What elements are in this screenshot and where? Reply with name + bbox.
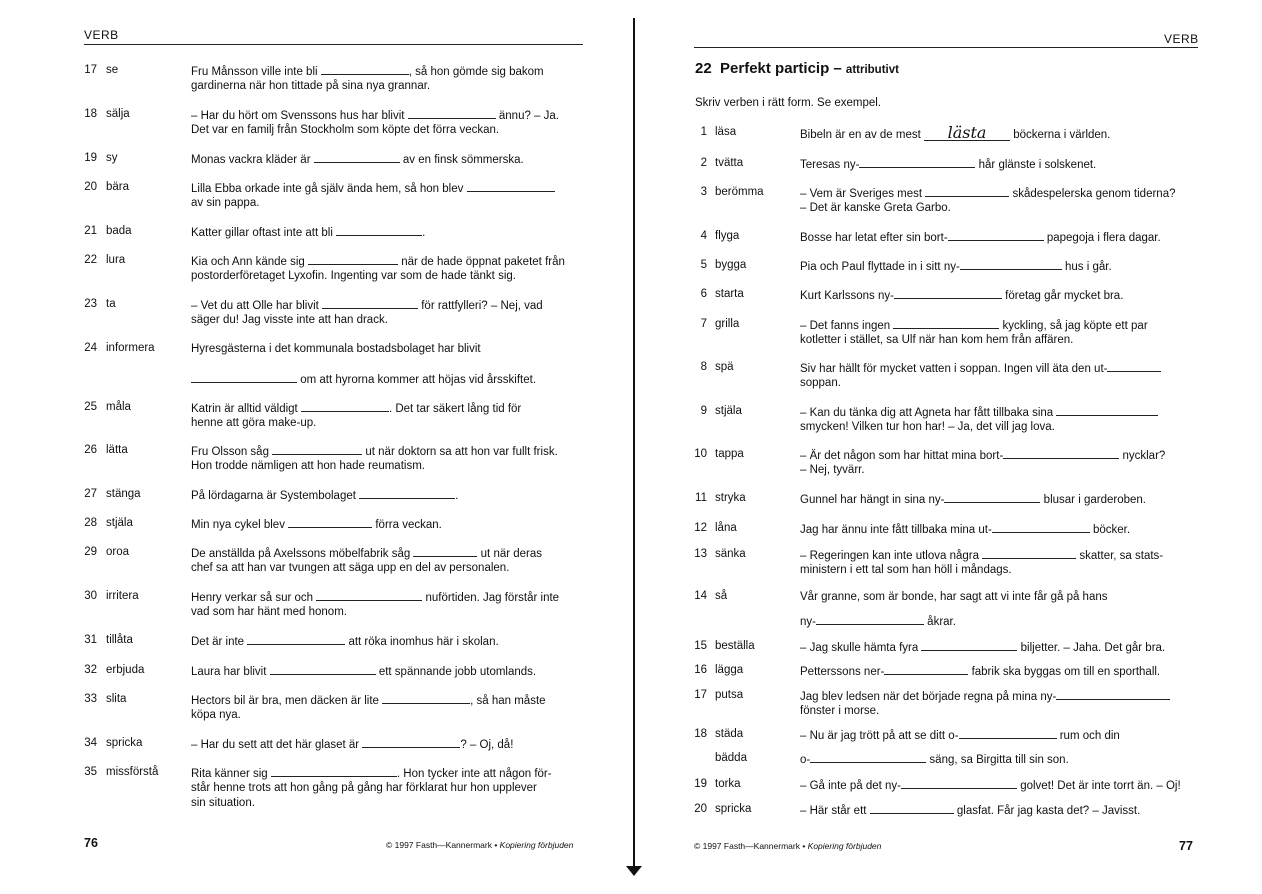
left-footer [386,840,573,850]
sentence-text: Hon trodde nämligen att hon hade reumatism. [191,460,425,472]
item-number: 5 [700,259,707,271]
item-sentence [191,796,255,811]
item-sentence [191,664,536,680]
item-sentence [191,196,259,211]
answer-blank[interactable] [925,186,1009,197]
left-page-header: VERB [84,28,119,42]
sentence-text: blusar i garderoben. [1040,494,1146,506]
item-sentence [800,803,1140,819]
item-sentence [800,157,1096,173]
answer-blank[interactable] [408,108,496,119]
item-number: 22 [84,254,97,266]
answer-blank[interactable] [359,488,455,499]
item-sentence [800,548,1163,564]
item-sentence [191,225,425,241]
item-sentence [800,640,1165,656]
answer-blank[interactable] [322,298,418,309]
sentence-text: köpa nya. [191,709,241,721]
answer-blank[interactable] [816,614,924,625]
sentence-text: Katrin är alltid väldigt [191,403,301,415]
sentence-text: De anställda på Axelssons möbelfabrik såg [191,548,414,560]
sentence-text: nuförtiden. Jag förstår inte [422,592,560,604]
item-verb: lätta [106,444,128,456]
item-number: 33 [84,693,97,705]
item-sentence [191,590,559,606]
sentence-text: Min nya cykel blev [191,519,289,531]
item-verb: spä [715,361,734,373]
sentence-text: chef sa att han var tvungen att säga upp en del av personalen. [191,562,510,574]
item-verb: stjäla [106,517,133,529]
item-verb: bädda [715,752,747,764]
left-footer-copyright: © 1997 Fasth—Kannermark • [386,840,500,850]
item-number: 18 [694,728,707,740]
item-number: 30 [84,590,97,602]
item-verb: beställa [715,640,755,652]
sentence-text: rum och din [1056,730,1120,742]
book-spine [633,18,635,868]
item-number: 3 [700,186,707,198]
sentence-text: förra veckan. [372,519,442,531]
sentence-text: – Kan du tänka dig att Agneta har fått tillbaka sina [800,407,1057,419]
right-footer-copyright: © 1997 Fasth—Kannermark • [694,841,808,851]
item-verb: oroa [106,546,130,558]
sentence-text: Siv har hällt för mycket vatten i soppan. Ingen vill äta den ut- [800,363,1108,375]
item-sentence [191,693,546,709]
sentence-text: . [422,227,426,239]
sentence-text: , så hon gömde sig bakom [408,66,544,78]
sentence-text: hår glänste i solskenet. [975,159,1097,171]
item-number: 19 [694,778,707,790]
item-number: 20 [694,803,707,815]
sentence-text: böckerna i världen. [1010,129,1111,141]
item-number: 20 [84,181,97,193]
item-number: 17 [84,64,97,76]
book-spine-foot [626,866,642,876]
item-verb: tappa [715,448,744,460]
sentence-text: . Det tar säkert lång tid för [388,403,522,415]
item-verb: torka [715,778,741,790]
item-sentence [191,372,536,388]
item-verb: bära [106,181,130,193]
item-verb: låna [715,522,737,534]
sentence-text: – Vem är Sveriges mest [800,188,926,200]
item-sentence [191,634,499,650]
item-number: 7 [700,318,707,330]
item-verb: se [106,64,119,76]
item-verb: stryka [715,492,746,504]
item-sentence [191,517,442,533]
sentence-text: . Hon tycker inte att någon för- [396,768,552,780]
item-number: 9 [700,405,707,417]
left-footer-note: Kopiering förbjuden [499,840,574,850]
item-sentence [800,361,1161,377]
sentence-text: – Jag skulle hämta fyra [800,642,922,654]
answer-blank[interactable] [308,254,398,265]
item-verb: så [715,590,728,602]
right-page-number: 77 [1179,839,1193,853]
answer-blank[interactable] [1107,361,1161,372]
sentence-text: Petterssons ner- [800,666,885,678]
sentence-text: säger du! Jag visste inte att han drack. [191,314,388,326]
item-number: 11 [695,492,707,504]
sentence-text: På lördagarna är Systembolaget [191,490,360,502]
item-verb: spricka [106,737,143,749]
answer-blank[interactable] [321,64,409,75]
item-number: 4 [700,230,707,242]
item-sentence [800,614,956,630]
sentence-text: av sin pappa. [191,197,260,209]
sentence-text: när de hade öppnat paketet från [398,256,565,268]
answer-blank[interactable] [810,752,926,763]
item-sentence [800,420,1055,435]
item-sentence [191,108,559,124]
sentence-text: – Gå inte på det ny- [800,780,902,792]
answer-blank[interactable] [944,492,1040,503]
item-sentence [800,259,1112,275]
item-verb: starta [715,288,744,300]
answer-blank[interactable] [1003,448,1119,459]
sentence-text: Vår granne, som är bonde, har sagt att vi inte får gå på hans [800,591,1108,603]
sentence-text: smycken! Vilken tur hon har! – Ja, det vill jag lova. [800,421,1055,433]
item-sentence [800,492,1146,508]
item-sentence [800,230,1161,246]
item-sentence [800,728,1120,744]
example-answer-handwritten: lästa [924,126,1010,141]
answer-blank[interactable] [859,157,975,168]
sentence-text: – Har du hört om Svenssons hus har blivit [191,110,408,122]
sentence-text: Kurt Karlssons ny- [800,290,894,302]
answer-blank[interactable] [901,778,1017,789]
answer-blank[interactable] [884,664,968,675]
item-sentence [800,186,1176,202]
left-header-rule [84,44,583,45]
answer-blank[interactable] [959,728,1057,739]
item-sentence [191,781,537,796]
answer-blank[interactable] [191,372,297,383]
right-header-rule [694,47,1198,48]
item-verb: irritera [106,590,139,602]
answer-blank[interactable] [316,590,422,601]
sentence-text: , så han måste [470,695,546,707]
item-number: 6 [700,288,707,300]
sentence-text: – Är det någon som har hittat mina bort- [800,450,1004,462]
item-sentence [191,64,544,80]
sentence-text: – Här står ett [800,805,870,817]
sentence-text: sin situation. [191,797,255,809]
item-sentence [191,708,241,723]
item-verb: slita [106,693,127,705]
sentence-text: Bibeln är en av de mest [800,129,925,141]
item-sentence [191,459,425,474]
sentence-text: Bosse har letat efter sin bort- [800,232,948,244]
answer-blank[interactable] [362,737,460,748]
right-footer-note: Kopiering förbjuden [807,841,882,851]
item-verb: sänka [715,548,746,560]
left-page-number: 76 [84,836,98,850]
sentence-text: Det var en familj från Stockholm som köpte det förra veckan. [191,124,500,136]
sentence-text: vad som har hänt med honom. [191,606,347,618]
item-sentence [191,444,558,460]
sentence-text: om att hyrorna kommer att höjas vid årsskiftet. [297,374,537,386]
item-number: 27 [84,488,97,500]
sentence-text: soppan. [800,377,841,389]
sentence-text: biljetter. – Jaha. Det går bra. [1017,642,1166,654]
item-sentence [800,201,951,216]
answer-blank[interactable] [893,318,999,329]
item-verb: tvätta [715,157,744,169]
item-verb: bygga [715,259,747,271]
item-sentence [191,254,565,270]
item-number: 29 [84,546,97,558]
item-number: 2 [700,157,707,169]
answer-blank[interactable] [948,230,1044,241]
item-sentence [800,333,1073,348]
sentence-text: skådespelerska genom tiderna? [1009,188,1176,200]
sentence-text: Kia och Ann kände sig [191,256,308,268]
answer-blank[interactable] [1056,405,1158,416]
item-verb: erbjuda [106,664,145,676]
sentence-text: – Det fanns ingen [800,320,894,332]
item-sentence [800,522,1130,538]
item-number: 35 [84,766,97,778]
item-sentence [800,590,1108,605]
sentence-text: – Har du sett att det här glaset är [191,739,363,751]
item-number: 32 [84,664,97,676]
item-sentence [800,123,1111,143]
item-verb: bada [106,225,132,237]
answer-blank[interactable] [960,259,1062,270]
sentence-text: papegoja i flera dagar. [1043,232,1161,244]
item-sentence [191,546,542,562]
item-number: 12 [694,522,707,534]
item-sentence [800,689,1170,705]
sentence-text: säng, sa Birgitta till sin son. [926,754,1069,766]
sentence-text: Laura har blivit [191,666,270,678]
answer-blank[interactable] [270,664,376,675]
sentence-text: Henry verkar så sur och [191,592,317,604]
item-number: 26 [84,444,97,456]
sentence-text: Hectors bil är bra, men däcken är lite [191,695,383,707]
item-sentence [800,463,865,478]
item-sentence [800,664,1160,680]
sentence-text: Det är inte [191,636,248,648]
item-verb: informera [106,342,155,354]
answer-blank[interactable] [870,803,954,814]
item-sentence [800,704,879,719]
sentence-text: Gunnel har hängt in sina ny- [800,494,945,506]
item-number: 16 [694,664,707,676]
item-verb: ta [106,298,116,310]
item-number: 10 [694,448,707,460]
right-page-header: VERB [1164,32,1199,46]
answer-blank[interactable] [288,517,372,528]
sentence-text: Jag har ännu inte fått tillbaka mina ut- [800,524,992,536]
item-sentence [800,448,1165,464]
item-sentence [800,288,1123,304]
sentence-text: ? – Oj, då! [460,739,514,751]
item-sentence [191,181,555,197]
sentence-text: glasfat. Får jag kasta det? – Javisst. [953,805,1141,817]
item-sentence [191,605,347,620]
item-verb: grilla [715,318,740,330]
answer-blank[interactable] [336,225,422,236]
sentence-text: av en finsk sömmerska. [399,154,524,166]
item-verb: berömma [715,186,764,198]
item-verb: lägga [715,664,744,676]
sentence-text: Katter gillar oftast inte att bli [191,227,337,239]
sentence-text: företag går mycket bra. [1001,290,1124,302]
sentence-text: Rita känner sig [191,768,271,780]
sentence-text: – Nej, tyvärr. [800,464,865,476]
sentence-text: Fru Månsson ville inte bli [191,66,321,78]
sentence-text: ny- [800,616,816,628]
item-sentence [191,561,509,576]
answer-blank[interactable] [272,444,362,455]
item-sentence [191,123,499,138]
item-sentence [191,298,543,314]
answer-blank[interactable] [271,766,397,777]
sentence-text: – Nu är jag trött på att se ditt o- [800,730,959,742]
sentence-text: ut när deras [477,548,543,560]
sentence-text: Fru Olsson såg [191,446,273,458]
item-verb: putsa [715,689,744,701]
item-sentence [800,318,1148,334]
item-verb: flyga [715,230,740,242]
item-verb: läsa [715,126,737,138]
item-sentence [800,752,1069,768]
right-footer [694,841,881,851]
sentence-text: åkrar. [923,616,956,628]
sentence-text: fönster i morse. [800,705,880,717]
item-sentence [800,405,1158,421]
exercise-number: 22 [695,60,712,77]
answer-blank[interactable] [1056,689,1170,700]
item-sentence [800,563,1012,578]
item-sentence [191,737,513,753]
item-sentence [191,79,430,94]
item-verb: spricka [715,803,752,815]
sentence-text: ministern i ett tal som han höll i måndags. [800,564,1012,576]
sentence-text: ut när doktorn sa att hon var fullt frisk. [362,446,558,458]
item-sentence [191,416,316,431]
item-number: 15 [694,640,707,652]
sentence-text: – Vet du att Olle har blivit [191,300,323,312]
item-sentence [191,313,388,328]
sentence-text: Jag blev ledsen när det började regna på mina ny- [800,691,1057,703]
sentence-text: Lilla Ebba orkade inte gå själv ända hem, så hon blev [191,183,467,195]
answer-blank[interactable] [894,288,1002,299]
item-number: 23 [84,298,97,310]
sentence-text: böcker. [1089,524,1131,536]
sentence-text: står henne trots att hon gång på gång har förklarat hur hon upplever [191,782,537,794]
answer-blank[interactable] [247,634,345,645]
exercise-instruction: Skriv verben i rätt form. Se exempel. [695,97,881,109]
item-sentence [191,488,458,504]
sentence-text: fabrik ska byggas om till en sporthall. [968,666,1161,678]
answer-blank[interactable] [314,152,400,163]
item-sentence [191,766,552,782]
sentence-text: Monas vackra kläder är [191,154,314,166]
item-verb: tillåta [106,634,133,646]
item-verb: måla [106,401,131,413]
exercise-title [695,60,899,77]
item-sentence [191,269,516,284]
item-sentence [800,376,841,391]
sentence-text: postorderföretaget Lyxofin. Ingenting var som de hade tänkt sig. [191,270,516,282]
item-verb: sälja [106,108,130,120]
item-sentence [800,778,1181,794]
sentence-text: hus i går. [1061,261,1112,273]
sentence-text: skatter, sa stats- [1076,550,1164,562]
sentence-text: Teresas ny- [800,159,860,171]
answer-blank[interactable] [982,548,1076,559]
answer-blank[interactable] [382,693,470,704]
item-verb: missförstå [106,766,159,778]
item-sentence [191,401,521,417]
sentence-text: för rattfylleri? – Nej, vad [418,300,543,312]
sentence-text: Hyresgästerna i det kommunala bostadsbolaget har blivit [191,343,481,355]
answer-blank[interactable] [301,401,389,412]
item-number: 18 [84,108,97,120]
item-number: 25 [84,401,97,413]
answer-blank[interactable] [992,522,1090,533]
sentence-text: – Regeringen kan inte utlova några [800,550,983,562]
item-number: 34 [84,737,97,749]
item-verb: städa [715,728,744,740]
sentence-text: kyckling, så jag köpte ett par [999,320,1148,332]
exercise-subtitle: attributivt [845,64,899,76]
item-verb: sy [106,152,118,164]
item-number: 21 [84,225,97,237]
answer-blank[interactable] [413,546,477,557]
sentence-text: henne att göra make-up. [191,417,317,429]
item-number: 24 [84,342,97,354]
item-verb: stjäla [715,405,742,417]
sentence-text: nycklar? [1119,450,1166,462]
answer-blank[interactable] [921,640,1017,651]
item-number: 31 [84,634,97,646]
item-sentence [191,342,481,357]
sentence-text: o- [800,754,811,766]
item-number: 1 [700,126,707,138]
item-sentence [191,152,524,168]
answer-blank[interactable] [467,181,555,192]
exercise-title-text: Perfekt particip – [720,60,842,77]
item-verb: stänga [106,488,141,500]
sentence-text: golvet! Det är inte torrt än. – Oj! [1017,780,1181,792]
sentence-text: ännu? – Ja. [495,110,559,122]
item-verb: lura [106,254,126,266]
item-number: 17 [694,689,707,701]
sentence-text: . [455,490,459,502]
sentence-text: kotletter i stället, sa Ulf när han kom hem från affären. [800,334,1074,346]
item-number: 8 [700,361,707,373]
sentence-text: gardinerna när hon tittade på sina nya grannar. [191,80,431,92]
item-number: 13 [694,548,707,560]
item-number: 28 [84,517,97,529]
sentence-text: ett spännande jobb utomlands. [375,666,537,678]
item-number: 14 [694,590,707,602]
item-number: 19 [84,152,97,164]
sentence-text: Pia och Paul flyttade in i sitt ny- [800,261,960,273]
sentence-text: – Det är kanske Greta Garbo. [800,202,951,214]
sentence-text: att röka inomhus här i skolan. [345,636,499,648]
